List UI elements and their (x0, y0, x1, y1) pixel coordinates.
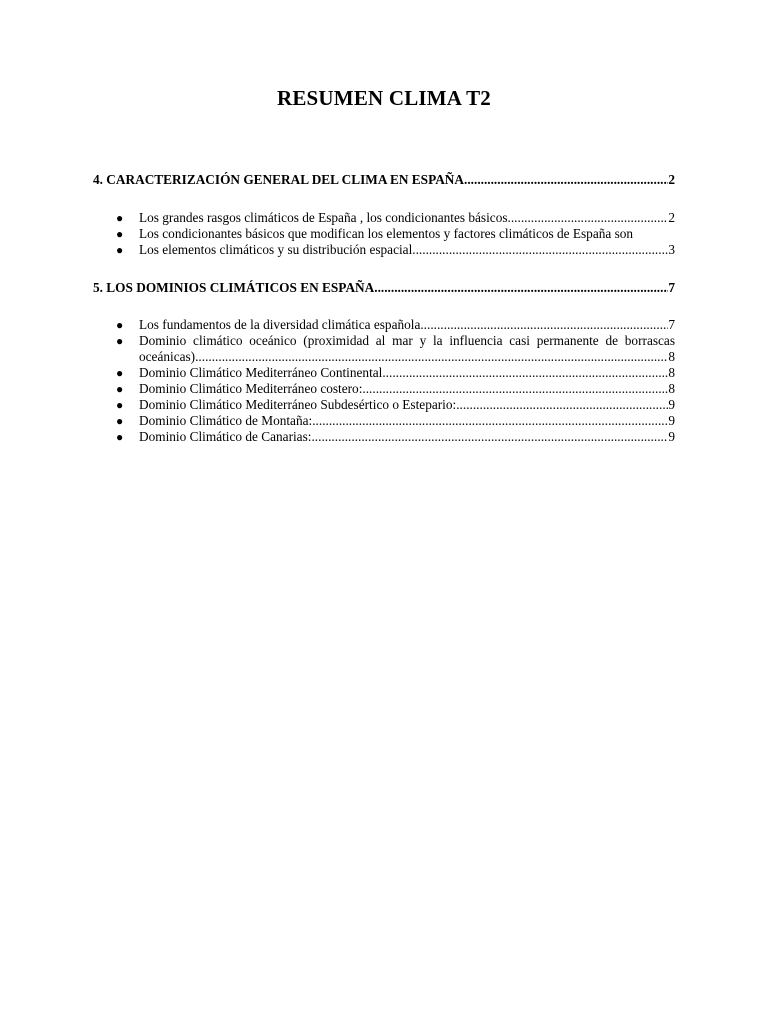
toc-item[interactable] (139, 429, 675, 445)
toc-item-label: Dominio Climático de Canarias: (139, 429, 312, 444)
toc-page-number: 3 (668, 242, 675, 257)
bullet-icon: ● (116, 227, 124, 241)
toc-leader-dots (412, 242, 668, 258)
bullet-icon: ● (116, 366, 124, 380)
toc-item[interactable] (139, 349, 675, 365)
toc-page-number: 2 (668, 210, 675, 225)
toc-leader-dots (195, 349, 668, 365)
toc-leader-dots (382, 365, 668, 381)
toc-page-number: 7 (668, 280, 675, 295)
toc-section-5[interactable] (93, 280, 675, 296)
toc-item[interactable] (139, 210, 675, 226)
toc-leader-dots (362, 381, 668, 397)
bullet-icon: ● (116, 382, 124, 396)
toc-section-4[interactable] (93, 172, 675, 188)
toc-page-number: 9 (668, 429, 675, 444)
toc-page-number: 8 (668, 381, 675, 396)
toc-leader-dots (374, 280, 668, 296)
toc-section-label: 4. CARACTERIZACIÓN GENERAL DEL CLIMA EN ESPAÑA (93, 172, 465, 187)
toc-item-label-line2: oceánicas) (139, 349, 196, 364)
bullet-icon: ● (116, 414, 124, 428)
toc-page-number: 9 (668, 413, 675, 428)
bullet-icon: ● (116, 243, 124, 257)
toc-item-label: Los grandes rasgos climáticos de España , los condicionantes básicos (139, 210, 508, 225)
toc-item-label: Dominio Climático de Montaña: (139, 413, 313, 428)
toc-item-label: Dominio Climático Mediterráneo costero: (139, 381, 363, 396)
bullet-icon: ● (116, 318, 124, 332)
toc-leader-dots (456, 397, 668, 413)
toc-item[interactable] (139, 242, 675, 258)
toc-page-number: 8 (668, 349, 675, 364)
toc-page-number: 7 (668, 317, 675, 332)
bullet-icon: ● (116, 211, 124, 225)
toc-item-label: Los fundamentos de la diversidad climática española (139, 317, 421, 332)
toc-item[interactable] (139, 413, 675, 429)
toc-leader-dots (420, 317, 668, 333)
bullet-icon: ● (116, 334, 124, 348)
toc-leader-dots (508, 210, 669, 226)
toc-item-label: Los elementos climáticos y su distribución espacial (139, 242, 413, 257)
toc-item[interactable] (139, 381, 675, 397)
toc-item[interactable] (139, 317, 675, 333)
toc-item-label: Dominio Climático Mediterráneo Continental (139, 365, 383, 380)
toc-leader-dots (311, 429, 668, 445)
document-title: RESUMEN CLIMA T2 (276, 86, 491, 110)
toc-item-label: Dominio Climático Mediterráneo Subdesértico o Estepario: (139, 397, 457, 412)
toc-item-label: Los condicionantes básicos que modifican los elementos y factores climáticos de España son (139, 226, 634, 241)
toc-item[interactable] (139, 397, 675, 413)
toc-item[interactable] (139, 365, 675, 381)
toc-section-label: 5. LOS DOMINIOS CLIMÁTICOS EN ESPAÑA (93, 280, 375, 295)
toc-item-label-line1[interactable]: Dominio climático oceánico (proximidad al mar y la influencia casi permanente de borrascas (139, 333, 675, 348)
toc-page-number: 8 (668, 365, 675, 380)
toc-page-number: 2 (668, 172, 675, 187)
toc-leader-dots (464, 172, 668, 188)
bullet-icon: ● (116, 430, 124, 444)
bullet-icon: ● (116, 398, 124, 412)
toc-item[interactable] (139, 226, 675, 242)
toc-page-number: 9 (668, 397, 675, 412)
toc-leader-dots (312, 413, 668, 429)
